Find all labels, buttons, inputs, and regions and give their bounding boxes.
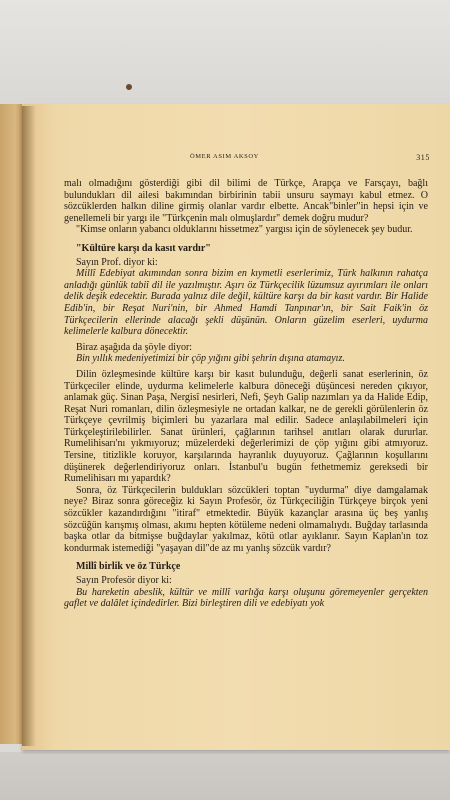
page-body: [64, 178, 428, 610]
running-head-author: ÖMER ASIM AKSOY: [190, 153, 259, 160]
page-header: [190, 153, 430, 165]
paragraph: Sayın Profesör diyor ki:: [76, 575, 172, 586]
paragraph: Dilin özleşmesinde kültüre karşı bir kasıt bulunduğu, değerli sanat eserlerinin, öz Türkçeciler elinde, uydurma kelimelerle kalbura döneceği düşüncesi nereden çıkıyor, anlamak güç. Sinan Paşa, Nergisî nesirleri, Nefi, Şeyh Galip nazımları ya da Halide Edip, Reşat Nuri romanları, dilin özleşmesiyle ne ortadan kalkar, ne de gerekli görülenlerin öz Türkçeye çevrilmiş biçimleri bu yazarlara mal edilir. Sadece anlaşılabilmeleri için Türkçeleştirilebilirler. Sanat ürünleri, çağlarının tarihsel anıtları olarak dururlar. Rumelihisarı'nı yıkmıyoruz; müzelerdeki değerlerimizi de çöp yığını gibi atmıyoruz. Tersine, titizlikle koruyor, karşılarında hayranlık duyuyoruz. Çağlarının koşullarını düşünerek değerlendiriyoruz onları. İstanbul'u bugün fethetmemiz gereksedi bir Rumelihisarı mı yapardık?: [64, 368, 428, 485]
paragraph: Sayın Prof. diyor ki:: [76, 256, 158, 268]
book-page: [22, 104, 450, 750]
section-heading: "Kültüre karşı da kasıt vardır": [76, 242, 211, 254]
background-wall: [0, 0, 450, 112]
background-surface: [0, 752, 450, 800]
quote: Bu hareketin abeslik, kültür ve millî varlığa karşı oluşunu göremeyenler gerçekten gaflet ve dalâlet içindedirler. Bizi birleştiren dili ve edebiyatı yok: [64, 586, 428, 610]
page-number: 315: [416, 153, 430, 162]
paragraph: Sonra, öz Türkçecilerin buldukları sözcükleri toptan "uydurma" diye damgalamak neye? Biraz sonra göreceğiz ki Sayın Profesör, öz Türkçeciliğin Türkçeye birçok yeni sözcükler kazandırdığını "itiraf" etmektedir. Büyük kazançlar arasına üç beş yanlış sözcüğün karışmış olması, akımı hepten kötüleme nedeni olmamalıydı. Buğday tarlasında başka otlar da bitmişse buğdaylar yakılmaz, kötü otlar ayıklanır. Sayın Kaplan'ın toz kondurmak istemediği "yaşayan dil"de az mı yanlış sözcük vardır?: [64, 484, 428, 554]
paragraph: "Kimse onların yabancı olduklarını hissetmez" yargısı için de söylenecek şey budur.: [76, 224, 413, 236]
left-page-edge: [0, 104, 22, 744]
paragraph: malı olmadığını gösterdiği gibi dil bilimi de Türkçe, Arapça ve Farsçayı, bağlı bulundukları dil ailesi bakımından birbirinin tabii unsuru saymayı kabul etmez. O sözcüklerden halkın diline girmiş olanlar vardır elbette. Ancak"binler"in hepsi için ve genellemeli bir yargı ile "Türkçenin malı olmuşlardır" demek doğru mudur?: [64, 178, 428, 224]
wall-mark: [126, 84, 132, 90]
quote: Millî Edebiyat akımından sonra bizim en kıymetli eserlerimiz, Türk halkının rahatça anladığı günlük tabiî dil ile yazılmıştır. Aşırı öz Türkçecilik lüzumsuz ayırımları ile onları delik deşik edecektir. Burada yalnız dile değil, kültüre karşı da bir kasıt vardır. Bir Halide Edib'in, bir Reşat Nuri'nin, bir Ahmed Hamdi Tanpınar'ın, bir Sait Faik'in öz Türkçecilerin ellerinde alacağı şekli düşünün. Onların güzelim eserleri, uydurma kelimelerle kalbura dönecektir.: [64, 268, 428, 338]
section-heading: Millî birlik ve öz Türkçe: [76, 561, 181, 573]
paragraph: Biraz aşağıda da şöyle diyor:: [76, 341, 193, 353]
spine-shadow: [22, 106, 36, 746]
quote: Bin yıllık medeniyetimizi bir çöp yığını gibi şehrin dışına atamayız.: [76, 353, 345, 365]
